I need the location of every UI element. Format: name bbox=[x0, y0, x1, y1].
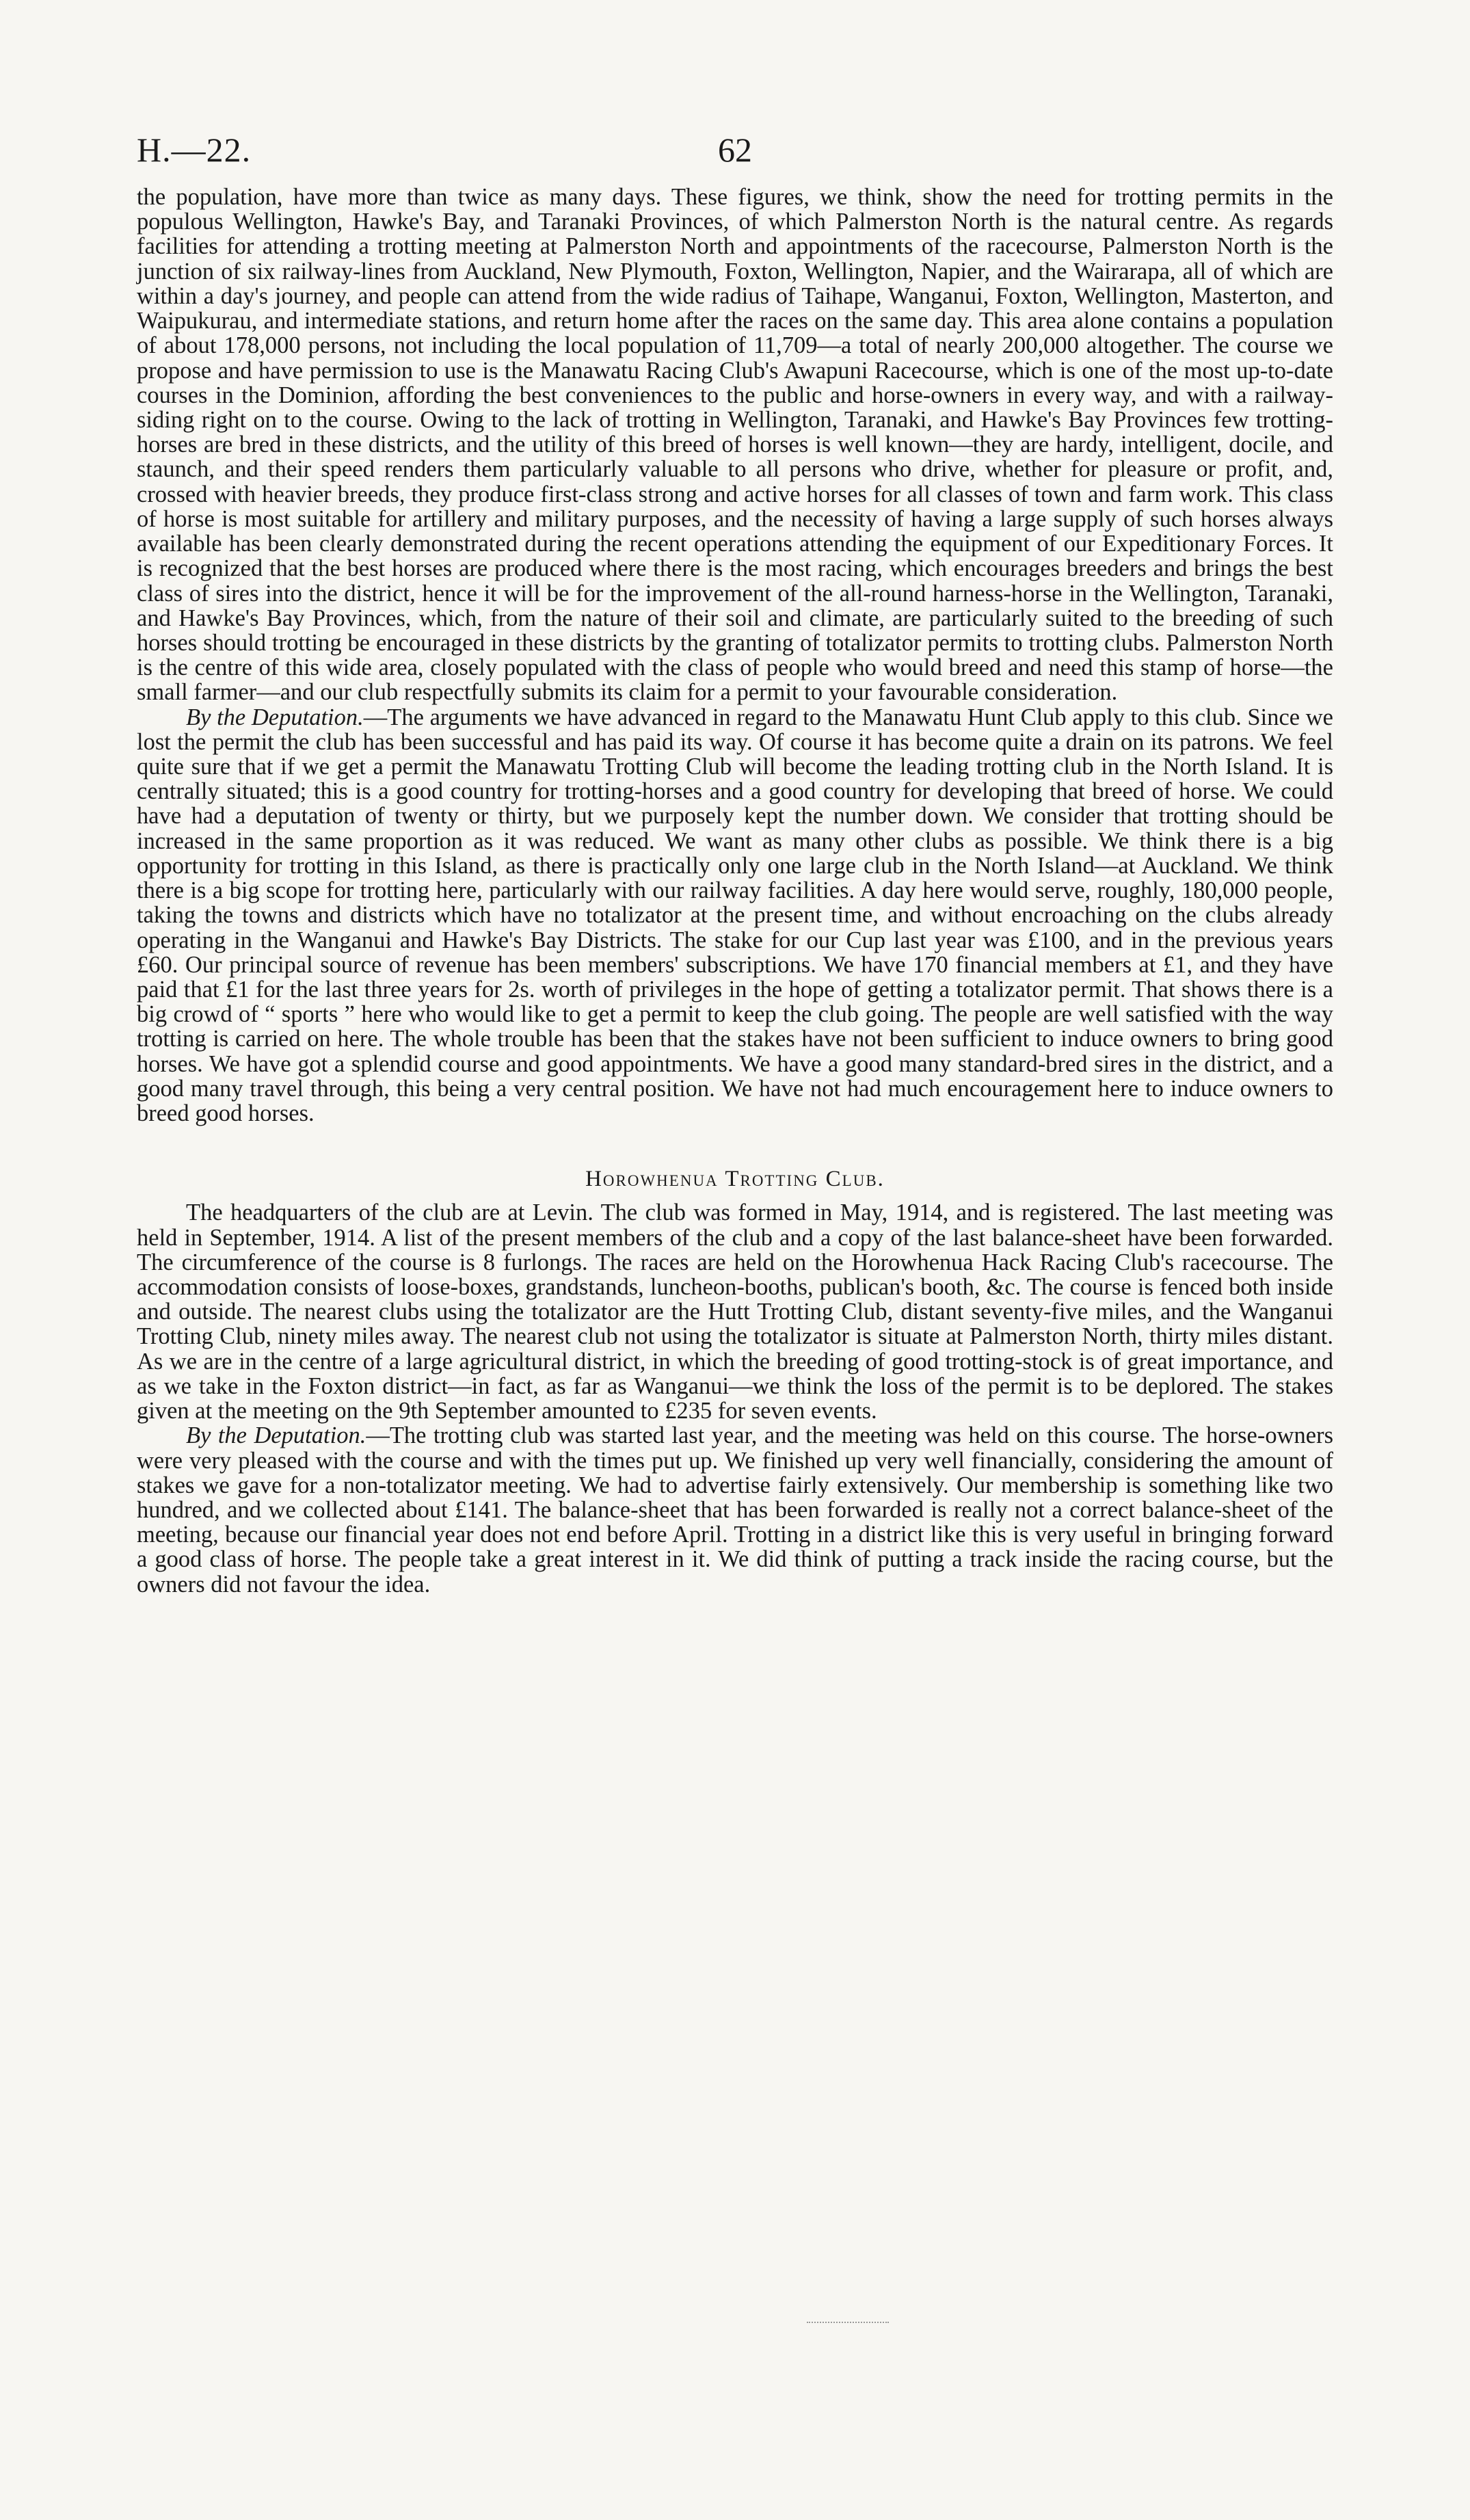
paragraph-horowhenua-deputation bbox=[137, 1423, 1333, 1597]
document-page bbox=[137, 130, 1333, 1597]
document-code: H.—22. bbox=[137, 131, 252, 169]
deputation-text: —The arguments we have advanced in regard to the Manawatu Hunt Club apply to this club. Since we lost the permit the club has been successful and has paid its way. Of course it has become quite a drain on its patrons. We feel quite sure that if we get a permit the Manawatu Trotting Club will become the leading trotting club in the North Island. It is centrally situated; this is a good country for trotting-horses and a good country for developing that breed of horse. We could have had a deputation of twenty or thirty, but we purposely kept the number down. We consider that trotting should be increased in the same proportion as it was reduced. We want as many other clubs as possible. We think there is a big opportunity for trotting in this Island, as there is practically only one large club in the North Island—at Auckland. We think there is a big scope for trotting here, particularly with our railway facilities. A day here would serve, roughly, 180,000 people, taking the towns and districts which have no totalizator at the present time, and without encroaching on the clubs already operating in the Wanganui and Hawke's Bay Districts. The stake for our Cup last year was £100, and in the previous years £60. Our principal source of revenue has been members' subscriptions. We have 170 financial members at £1, and they have paid that £1 for the last three years for 2s. worth of privileges in the hope of getting a totalizator permit. That shows there is a big crowd of “ sports ” here who would like to get a permit to keep the club going. The people are well satisfied with the way trotting is carried on here. The whole trouble has been that the stakes have not been sufficient to induce owners to bring good horses. We have got a splendid course and good appointments. We have a good many standard-bred sires in the district, and a good many travel through, this being a very central position. We have not had much encouragement here to induce owners to breed good horses. bbox=[137, 704, 1333, 1127]
paragraph-manawatu-continued: the population, have more than twice as many days. These figures, we think, show the need for trotting permits in the populous Wellington, Hawke's Bay, and Taranaki Provinces, of which Palmerston North is the natural centre. As regards facilities for attending a trotting meeting at Palmerston North and appointments of the racecourse, Palmerston North is the junction of six railway-lines from Auckland, New Plymouth, Foxton, Wellington, Napier, and the Wairarapa, all of which are within a day's journey, and people can attend from the wide radius of Taihape, Wanganui, Foxton, Wellington, Masterton, and Waipukurau, and intermediate stations, and return home after the races on the same day. This area alone contains a population of about 178,000 persons, not including the local population of 11,709—a total of nearly 200,000 altogether. The course we propose and have permission to use is the Manawatu Racing Club's Awapuni Racecourse, which is one of the most up-to-date courses in the Dominion, affording the best conveniences to the public and horse-owners in every way, and with a railway-siding right on to the course. Owing to the lack of trotting in Wellington, Taranaki, and Hawke's Bay Provinces few trotting-horses are bred in these districts, and the utility of this breed of horses is well known—they are hardy, intelligent, docile, and staunch, and their speed renders them particularly valuable to all persons who drive, whether for pleasure or profit, and, crossed with heavier breeds, they produce first-class strong and active horses for all classes of town and farm work. This class of horse is most suitable for artillery and military purposes, and the necessity of having a large supply of such horses always available has been clearly demonstrated during the recent operations attending the equipment of our Expeditionary Forces. It is recognized that the best horses are produced where there is the most racing, which encourages breeders and brings the best class of sires into the district, hence it will be for the improvement of the all-round harness-horse in the Wellington, Taranaki, and Hawke's Bay Provinces, which, from the nature of their soil and climate, are particularly suited to the breeding of such horses should trotting be encouraged in these districts by the granting of totalizator permits to trotting clubs. Palmerston North is the centre of this wide area, closely populated with the class of people who would breed and need this stamp of horse—the small farmer—and our club respectfully submits its claim for a permit to your favourable consideration. bbox=[137, 184, 1333, 706]
paragraph-manawatu-deputation bbox=[137, 705, 1333, 1126]
deputation-text: —The trotting club was started last year, and the meeting was held on this course. The horse-owners were very pleased with the course and with the times put up. We finished up very well financially, considering the amount of stakes we gave for a non-totalizator meeting. We had to advertise fairly extensively. Our membership is something like two hundred, and we collected about £141. The balance-sheet that has been forwarded is really not a correct balance-sheet of the meeting, because our financial year does not end before April. Trotting in a district like this is very useful in bringing forward a good class of horse. The people take a great interest in it. We did think of putting a track inside the racing course, but the owners did not favour the idea. bbox=[137, 1422, 1333, 1597]
paragraph-horowhenua: The headquarters of the club are at Levin. The club was formed in May, 1914, and is registered. The last meeting was held in September, 1914. A list of the present members of the club and a copy of the last balance-sheet have been forwarded. The circumference of the course is 8 furlongs. The races are held on the Horowhenua Hack Racing Club's racecourse. The accommodation consists of loose-boxes, grandstands, luncheon-booths, publican's booth, &c. The course is fenced both inside and outside. The nearest clubs using the totalizator are the Hutt Trotting Club, distant seventy-five miles, and the Wanganui Trotting Club, ninety miles away. The nearest club not using the totalizator is situate at Palmerston North, thirty miles distant. As we are in the centre of a large agricultural district, in which the breeding of good trotting-stock is of great importance, and as we take in the Foxton district—in fact, as far as Wanganui—we think the loss of the permit is to be deplored. The stakes given at the meeting on the 9th September amounted to £235 for seven events. bbox=[137, 1199, 1333, 1424]
section-heading-horowhenua: Horowhenua Trotting Club. bbox=[585, 1167, 885, 1192]
deputation-label: By the Deputation. bbox=[186, 1422, 366, 1449]
end-ornament bbox=[807, 2322, 889, 2323]
page-header bbox=[137, 130, 1333, 185]
deputation-label: By the Deputation. bbox=[186, 704, 364, 730]
page-number: 62 bbox=[718, 131, 752, 169]
